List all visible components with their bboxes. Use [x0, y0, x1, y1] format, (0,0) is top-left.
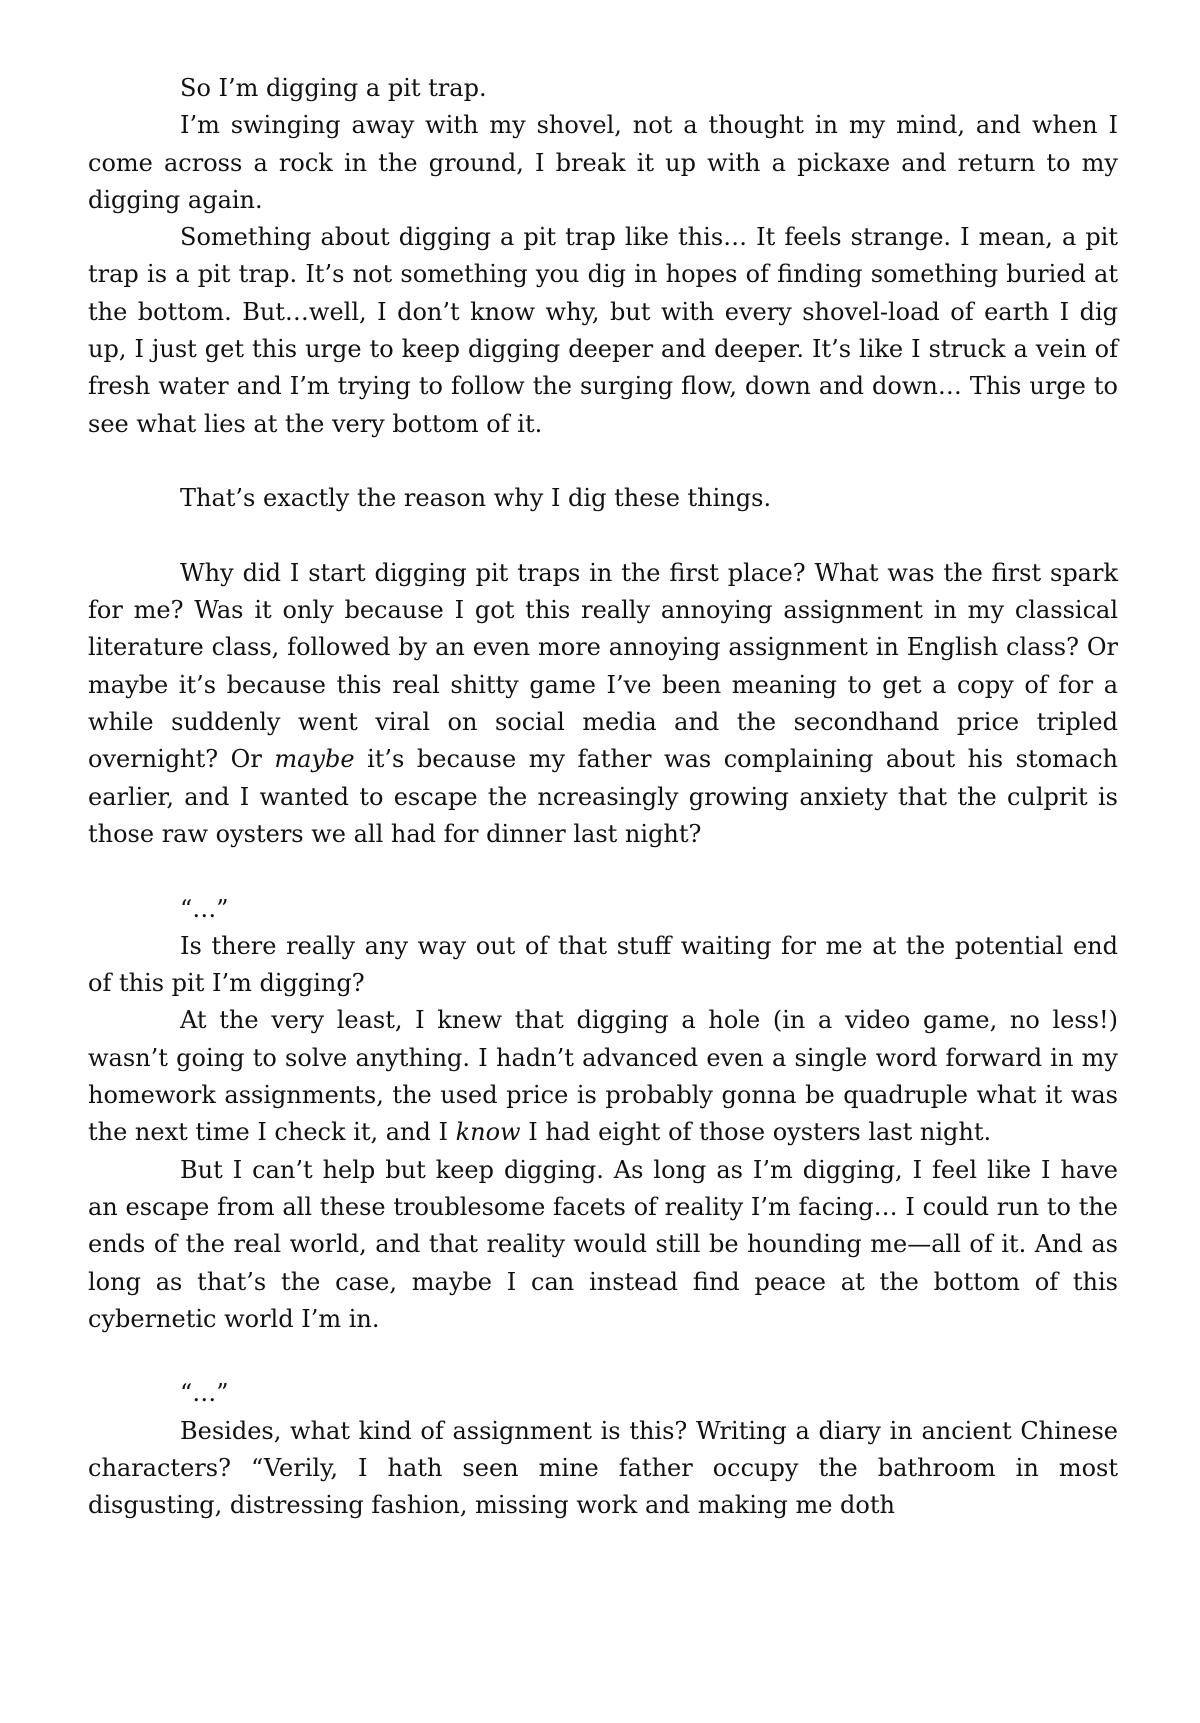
italic-emphasis: know	[455, 1118, 521, 1147]
ellipsis-line: “…”	[180, 1379, 229, 1408]
paragraph-text: it’s because my father was complaining about his stomach earlier, and I wanted to escape the ncreasingly growing anxiety that the culprit is those raw oysters we all had for dinner last night?	[88, 745, 1118, 848]
paragraph	[88, 1002, 1118, 1151]
body-text	[88, 70, 1118, 1525]
paragraph: That’s exactly the reason why I dig these things.	[180, 484, 772, 513]
paragraph: But I can’t help but keep digging. As long as I’m digging, I feel like I have an escape from all these troublesome facets of reality I’m facing… I could run to the ends of the real world, and that reality would still be hounding me—all of it. And as long as that’s the case, maybe I can instead find peace at the bottom of this cybernetic world I’m in.	[88, 1155, 1118, 1333]
paragraph: So I’m digging a pit trap.	[180, 74, 487, 102]
paragraph-text: I had eight of those oysters last night.	[520, 1118, 992, 1147]
paragraph-text: Why did I start digging pit traps in the first place? What was the first spark for me? Was it only because I got this really annoying assignment in my classical literature class, followed by an even more annoying assignment in English class? Or maybe it’s because this real shitty game I’ve been meaning to get a copy of for a while suddenly went viral on social media and the secondhand price tripled overnight? Or	[88, 558, 1118, 774]
paragraph: Is there really any way out of that stuff waiting for me at the potential end of this pit I’m digging?	[88, 931, 1118, 998]
paragraph-gap	[88, 443, 1118, 480]
paragraph: Besides, what kind of assignment is this? Writing a diary in ancient Chinese characters? “Verily, I hath seen mine father occupy the bathroom in most disgusting, distressing fashion, missing work and making me doth	[88, 1416, 1118, 1520]
paragraph-gap	[88, 518, 1118, 555]
paragraph: I’m swinging away with my shovel, not a thought in my mind, and when I come across a rock in the ground, I break it up with a pickaxe and return to my digging again.	[88, 111, 1118, 214]
paragraph-gap	[88, 1338, 1118, 1375]
paragraph-gap	[88, 853, 1118, 890]
paragraph-text: At the very least, I knew that digging a hole (in a video game, no less!) wasn’t going to solve anything. I hadn’t advanced even a single word forward in my homework assignments, the used price is probably gonna be quadruple what it was the next time I check it, and I	[88, 1006, 1118, 1147]
ellipsis-line: “…”	[180, 894, 229, 923]
paragraph	[88, 555, 1118, 853]
italic-emphasis: maybe	[274, 745, 355, 774]
paragraph: Something about digging a pit trap like this… It feels strange. I mean, a pit trap is a pit trap. It’s not something you dig in hopes of finding something buried at the bottom. But…well, I don’t know why, but with every shovel-load of earth I dig up, I just get this urge to keep digging deeper and deeper. It’s like I struck a vein of fresh water and I’m trying to follow the surging flow, down and down… This urge to see what lies at the very bottom of it.	[88, 223, 1118, 438]
